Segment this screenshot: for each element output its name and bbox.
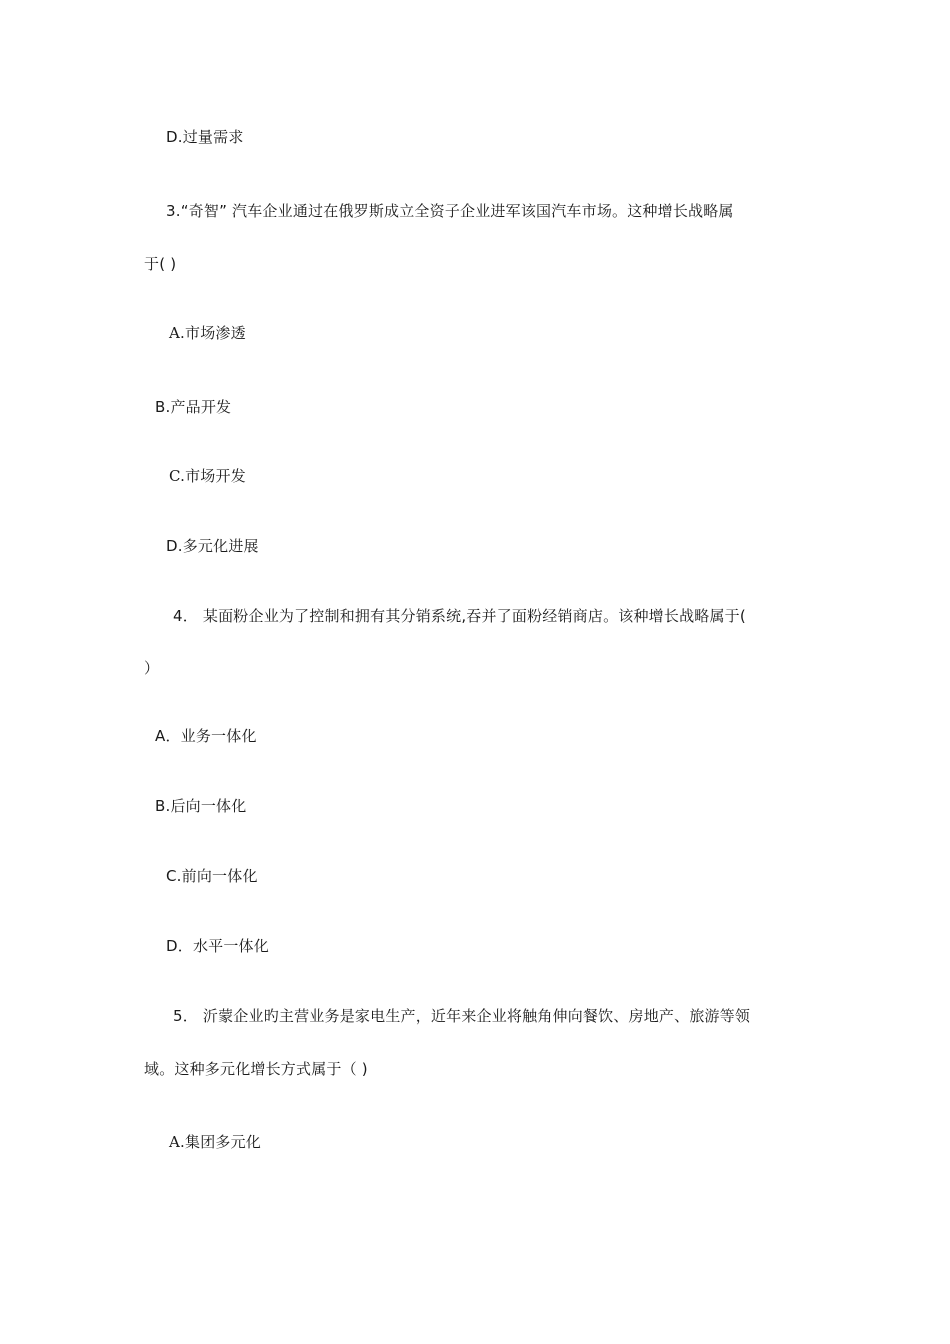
question-5-line-2: 域。这种多元化增长方式属于（ ) <box>144 1060 368 1078</box>
option-b-q3: B.产品开发 <box>155 398 232 416</box>
option-c-q3: C.市场开发 <box>169 467 246 485</box>
option-a-q5: A.集团多元化 <box>169 1133 262 1151</box>
question-3-line-1: 3.“奇智” 汽车企业通过在俄罗斯成立全资子企业进军该国汽车市场。这种增长战略属 <box>166 202 734 220</box>
question-4-line-2: ） <box>144 659 160 677</box>
option-d-q4: D．水平一体化 <box>166 937 269 955</box>
option-a-q3: A.市场渗透 <box>169 324 246 342</box>
option-d-q2: D.过量需求 <box>166 128 244 146</box>
option-b-q4: B.后向一体化 <box>155 797 247 815</box>
question-5-line-1: 5． 沂蒙企业旳主营业务是家电生产，近年来企业将触角伸向餐饮、房地产、旅游等领 <box>173 1007 751 1025</box>
question-3-line-2: 于( ) <box>144 255 177 273</box>
option-d-q3: D.多元化进展 <box>166 537 259 555</box>
option-a-q4: A．业务一体化 <box>155 727 257 745</box>
option-c-q4: C.前向一体化 <box>166 867 258 885</box>
question-4-line-1: 4． 某面粉企业为了控制和拥有其分销系统,吞并了面粉经销商店。该种增长战略属于( <box>173 607 746 625</box>
